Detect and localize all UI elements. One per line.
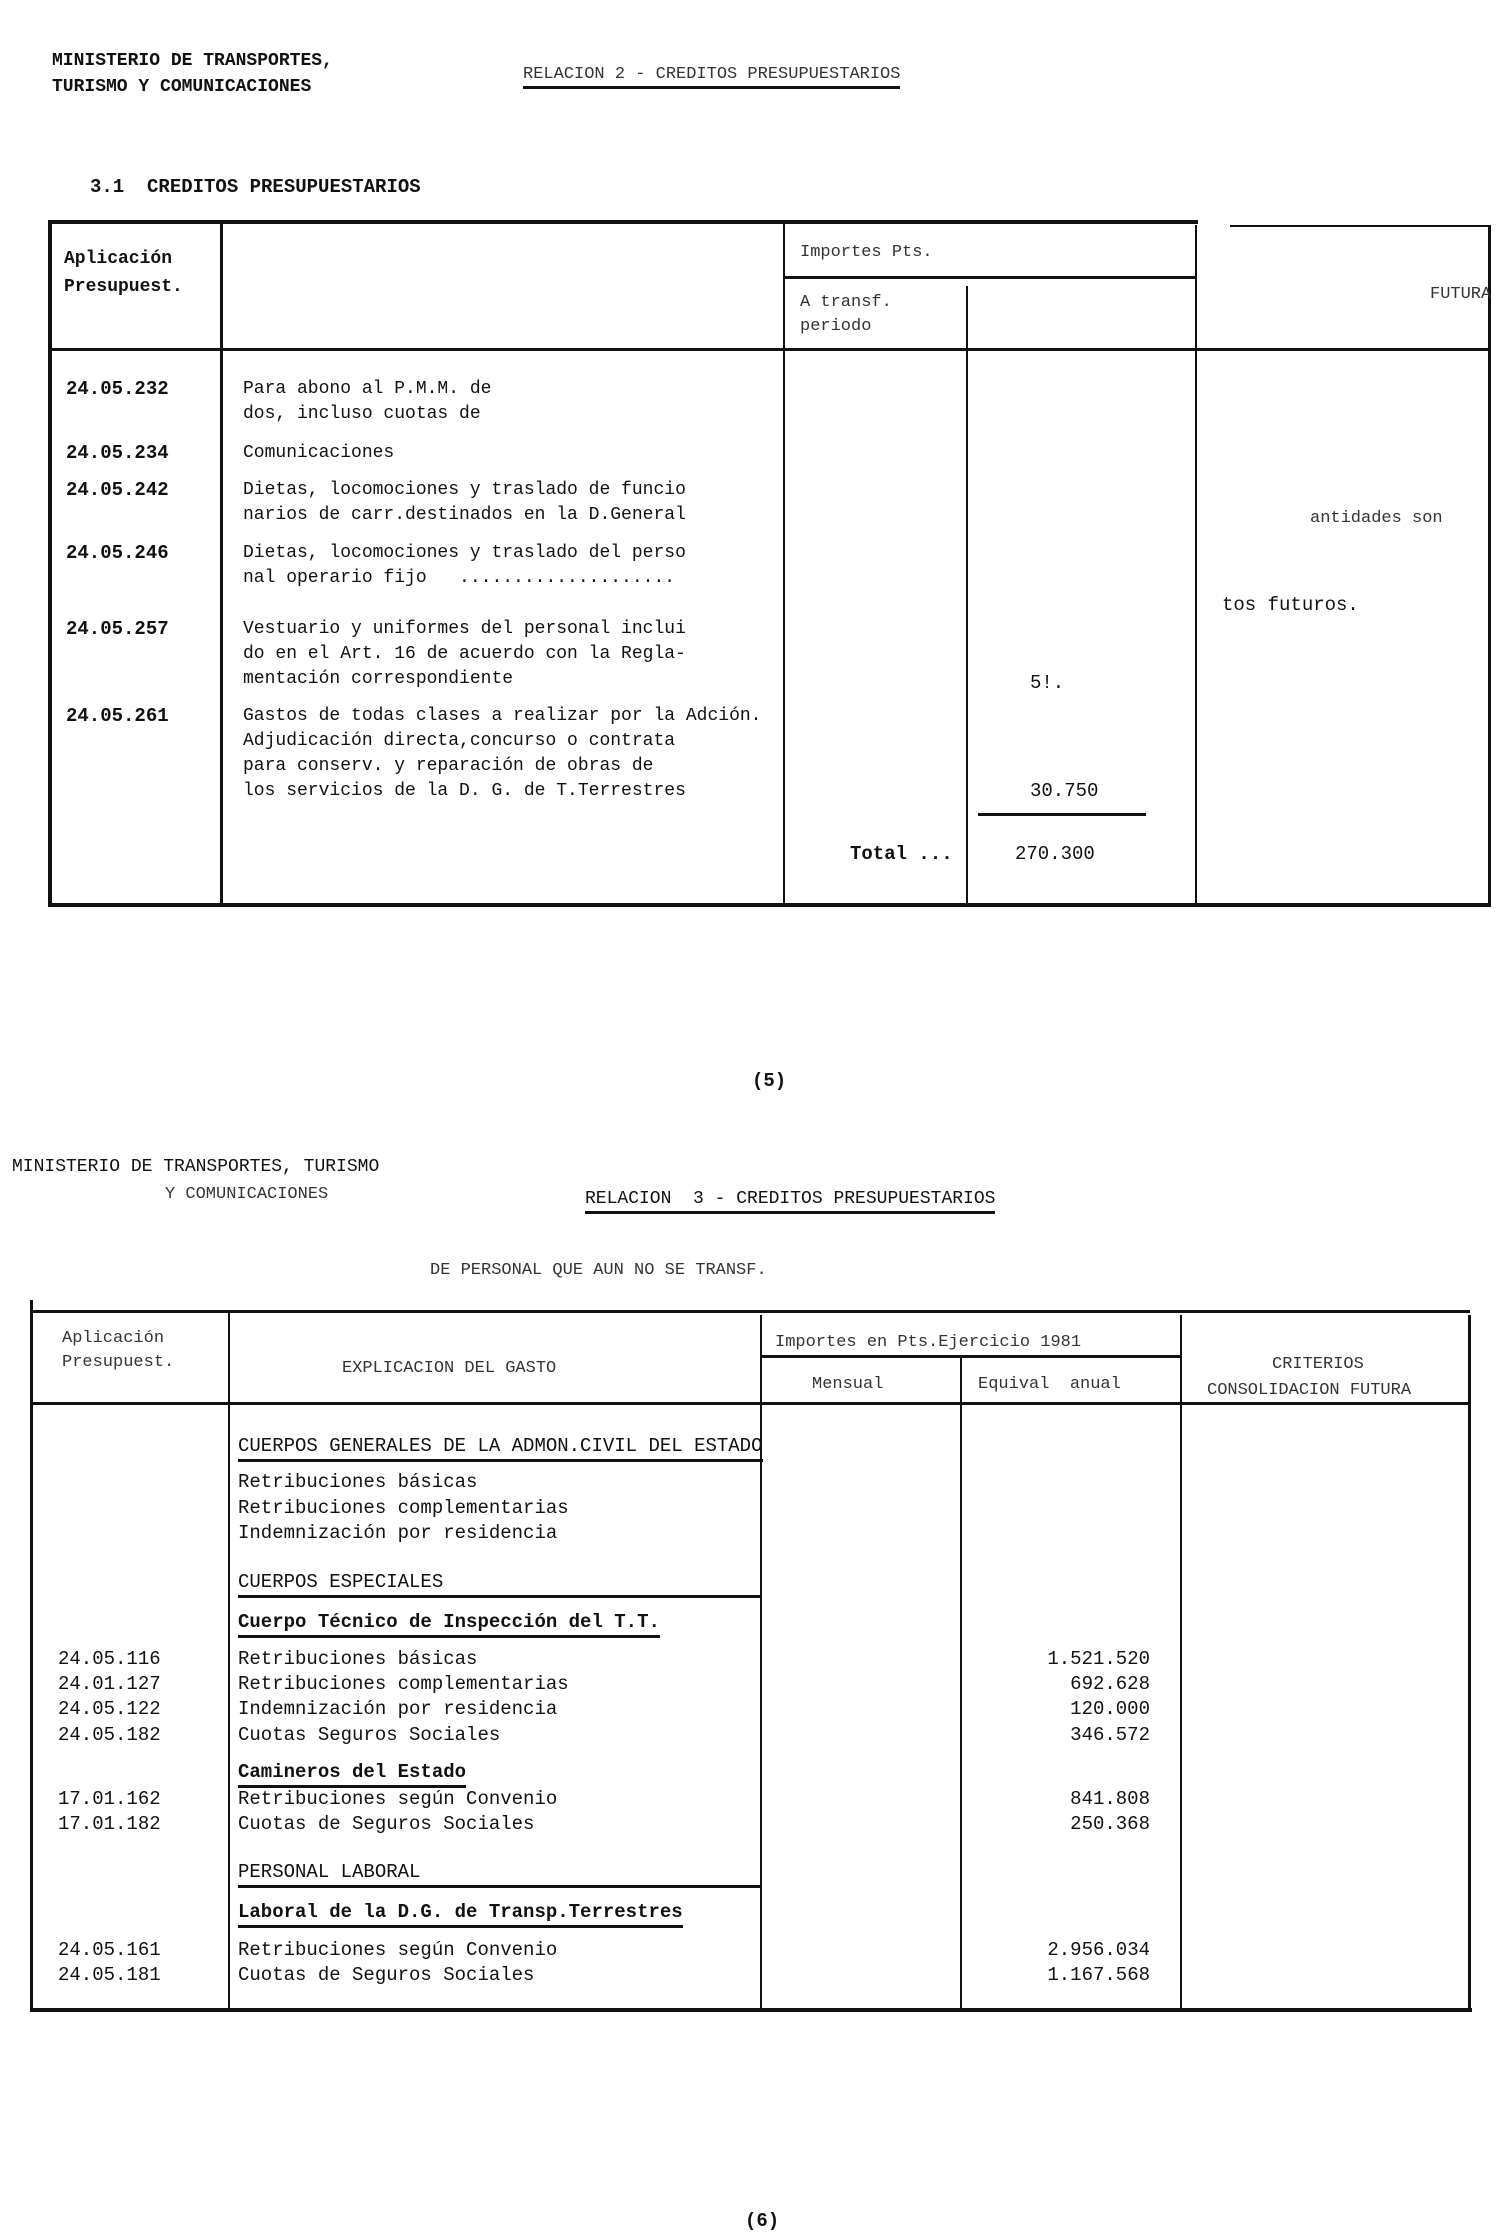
budget-code: 24.05.261 <box>66 705 169 727</box>
budget-code: 24.05.122 <box>58 1698 161 1720</box>
col-header-importes-p2: Importes en Pts.Ejercicio 1981 <box>775 1333 1082 1352</box>
subtitle-p2: DE PERSONAL QUE AUN NO SE TRANSF. <box>430 1261 767 1280</box>
subsection-heading: Camineros del Estado <box>238 1763 466 1788</box>
row-description-line: mentación correspondiente <box>243 669 514 689</box>
relation-title: RELACION 2 - CREDITOS PRESUPUESTARIOS <box>523 66 900 89</box>
row-description-line: Comunicaciones <box>243 443 395 463</box>
col-header-aplicacion: Aplicación <box>64 249 173 269</box>
budget-code: 17.01.162 <box>58 1788 161 1810</box>
annual-amount: 1.521.520 <box>1047 1648 1150 1670</box>
amount-last: 30.750 <box>1030 780 1099 802</box>
row-description: Retribuciones complementarias <box>238 1673 569 1695</box>
row-description: Indemnización por residencia <box>238 1522 558 1544</box>
section-heading: CUERPOS GENERALES DE LA ADMON.CIVIL DEL ESTADO <box>238 1437 763 1462</box>
row-description: Retribuciones complementarias <box>238 1497 569 1519</box>
col-header-explicacion: EXPLICACION DEL GASTO <box>342 1359 557 1378</box>
page-number-6: (6) <box>745 2210 780 2232</box>
row-description-line: los servicios de la D. G. de T.Terrestres <box>243 781 686 801</box>
section-heading: CUERPOS ESPECIALES <box>238 1573 760 1598</box>
budget-code: 24.05.232 <box>66 378 169 400</box>
col-header-mensual: Mensual <box>812 1375 884 1394</box>
row-description: Retribuciones según Convenio <box>238 1939 558 1961</box>
annual-amount: 250.368 <box>1070 1813 1150 1835</box>
relation-title-p2: RELACION 3 - CREDITOS PRESUPUESTARIOS <box>585 1190 995 1214</box>
col-header-consolidacion: CONSOLIDACION FUTURA <box>1207 1381 1412 1400</box>
subsection-heading: Laboral de la D.G. de Transp.Terrestres <box>238 1903 683 1928</box>
criteria-text-2: tos futuros. <box>1222 594 1359 616</box>
row-description-line: do en el Art. 16 de acuerdo con la Regla- <box>243 644 686 664</box>
annual-amount: 692.628 <box>1070 1673 1150 1695</box>
amount-partial: 5!. <box>1030 672 1065 694</box>
budget-code: 24.05.257 <box>66 618 169 640</box>
budget-code: 24.05.116 <box>58 1648 161 1670</box>
budget-code: 24.05.181 <box>58 1964 161 1986</box>
ministry-name-line2-p2: Y COMUNICACIONES <box>165 1185 329 1204</box>
total-label: Total ... <box>850 843 953 865</box>
page-number-5: (5) <box>752 1070 787 1092</box>
row-description: Indemnización por residencia <box>238 1698 558 1720</box>
annual-amount: 120.000 <box>1070 1698 1150 1720</box>
budget-code: 24.05.246 <box>66 542 169 564</box>
col-header-presupuest: Presupuest. <box>64 277 183 297</box>
row-description-line: dos, incluso cuotas de <box>243 404 481 424</box>
row-description-line: Adjudicación directa,concurso o contrata <box>243 731 676 751</box>
annual-amount: 346.572 <box>1070 1724 1150 1746</box>
row-description-line: Para abono al P.M.M. de <box>243 379 492 399</box>
row-description-line: Dietas, locomociones y traslado de funcio <box>243 480 686 500</box>
budget-code: 17.01.182 <box>58 1813 161 1835</box>
row-description-line: narios de carr.destinados en la D.General <box>243 505 686 525</box>
budget-code: 24.05.161 <box>58 1939 161 1961</box>
annual-amount: 1.167.568 <box>1047 1964 1150 1986</box>
ministry-name-line1: MINISTERIO DE TRANSPORTES, <box>52 51 333 71</box>
criteria-text-1: antidades son <box>1310 509 1443 528</box>
budget-code: 24.05.234 <box>66 442 169 464</box>
section-title: 3.1 CREDITOS PRESUPUESTARIOS <box>90 176 421 198</box>
col-header-criterios: CRITERIOS <box>1272 1355 1364 1374</box>
annual-amount: 841.808 <box>1070 1788 1150 1810</box>
row-description-line: Dietas, locomociones y traslado del perso <box>243 543 686 563</box>
row-description: Retribuciones según Convenio <box>238 1788 558 1810</box>
row-description-line: Gastos de todas clases a realizar por la Adción. <box>243 706 762 726</box>
row-description-line: Vestuario y uniformes del personal inclui <box>243 619 686 639</box>
col-header-presupuest-p2: Presupuest. <box>62 1353 175 1372</box>
row-description-line: nal operario fijo .................... <box>243 568 676 588</box>
annual-amount: 2.956.034 <box>1047 1939 1150 1961</box>
row-description: Cuotas de Seguros Sociales <box>238 1813 535 1835</box>
budget-code: 24.05.182 <box>58 1724 161 1746</box>
row-description: Cuotas de Seguros Sociales <box>238 1964 535 1986</box>
section-heading: PERSONAL LABORAL <box>238 1863 760 1888</box>
ministry-name-line2: TURISMO Y COMUNICACIONES <box>52 77 312 97</box>
col-header-futura: FUTURA <box>1430 285 1492 304</box>
budget-code: 24.05.242 <box>66 479 169 501</box>
col-header-anual: Equival anual <box>978 1375 1121 1394</box>
col-header-importes: Importes Pts. <box>800 243 933 262</box>
row-description: Retribuciones básicas <box>238 1471 478 1493</box>
total-value: 270.300 <box>1015 843 1095 865</box>
col-header-periodo: periodo <box>800 317 872 336</box>
row-description: Cuotas Seguros Sociales <box>238 1724 501 1746</box>
subsection-heading: Cuerpo Técnico de Inspección del T.T. <box>238 1613 660 1638</box>
row-description-line: para conserv. y reparación de obras de <box>243 756 654 776</box>
budget-code: 24.01.127 <box>58 1673 161 1695</box>
row-description: Retribuciones básicas <box>238 1648 478 1670</box>
ministry-name-line1-p2: MINISTERIO DE TRANSPORTES, TURISMO <box>12 1157 380 1177</box>
col-header-transf: A transf. <box>800 293 892 312</box>
col-header-aplicacion-p2: Aplicación <box>62 1329 165 1348</box>
